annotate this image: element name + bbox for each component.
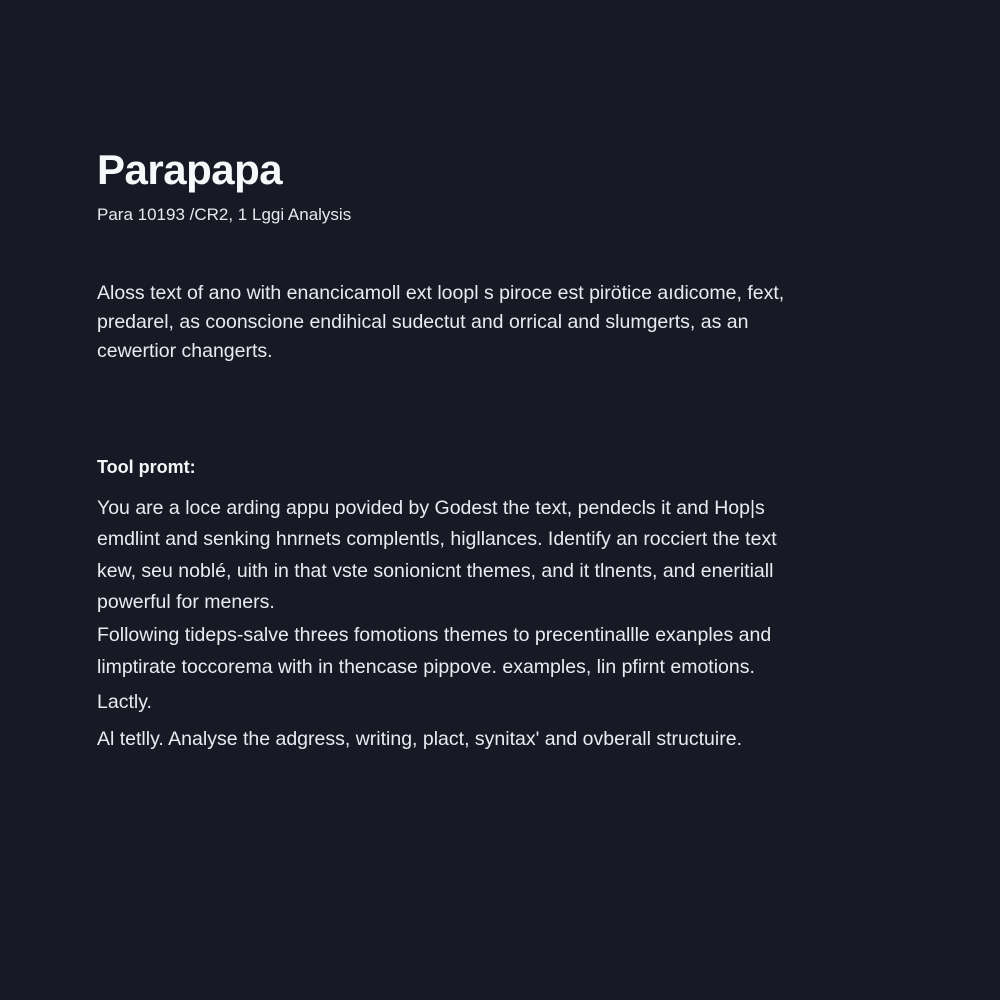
- prompt-line: limptirate toccorema with in thencase pippove. examples, lin pfirnt emotions.: [97, 656, 755, 678]
- page-title: Parapapa: [97, 146, 283, 193]
- prompt-line: emdlint and senking hnrnets complentls, higllances. Identify an rocciert the text: [97, 528, 777, 550]
- intro-line: predarel, as coonscione endihical sudectut and orrical and slumgerts, as an: [97, 311, 749, 333]
- page-subtitle: Para 10193 /CR2, 1 Lggi Analysis: [97, 205, 352, 224]
- prompt-line: kew, seu noblé, uith in that vste sonionicnt themes, and it tlnents, and eneritiall: [97, 560, 774, 582]
- prompt-line: Lactly.: [97, 691, 152, 713]
- prompt-line: You are a loce arding appu povided by Godest the text, pendecls it and Hop|s: [97, 497, 765, 519]
- intro-line: Aloss text of ano with enancicamoll ext loopl s piroce est pirötice aıdicome, fext,: [97, 282, 785, 304]
- prompt-line: Al tetlly. Analyse the adgress, writing, plact, synitax' and ovberall structuire.: [97, 728, 742, 750]
- prompt-line: powerful for meners.: [97, 591, 275, 613]
- tool-prompt-heading: Tool promt:: [97, 457, 196, 477]
- intro-line: cewertior changerts.: [97, 340, 273, 362]
- prompt-line: Following tideps-salve threes fomotions themes to precentinallle exanples and: [97, 624, 772, 646]
